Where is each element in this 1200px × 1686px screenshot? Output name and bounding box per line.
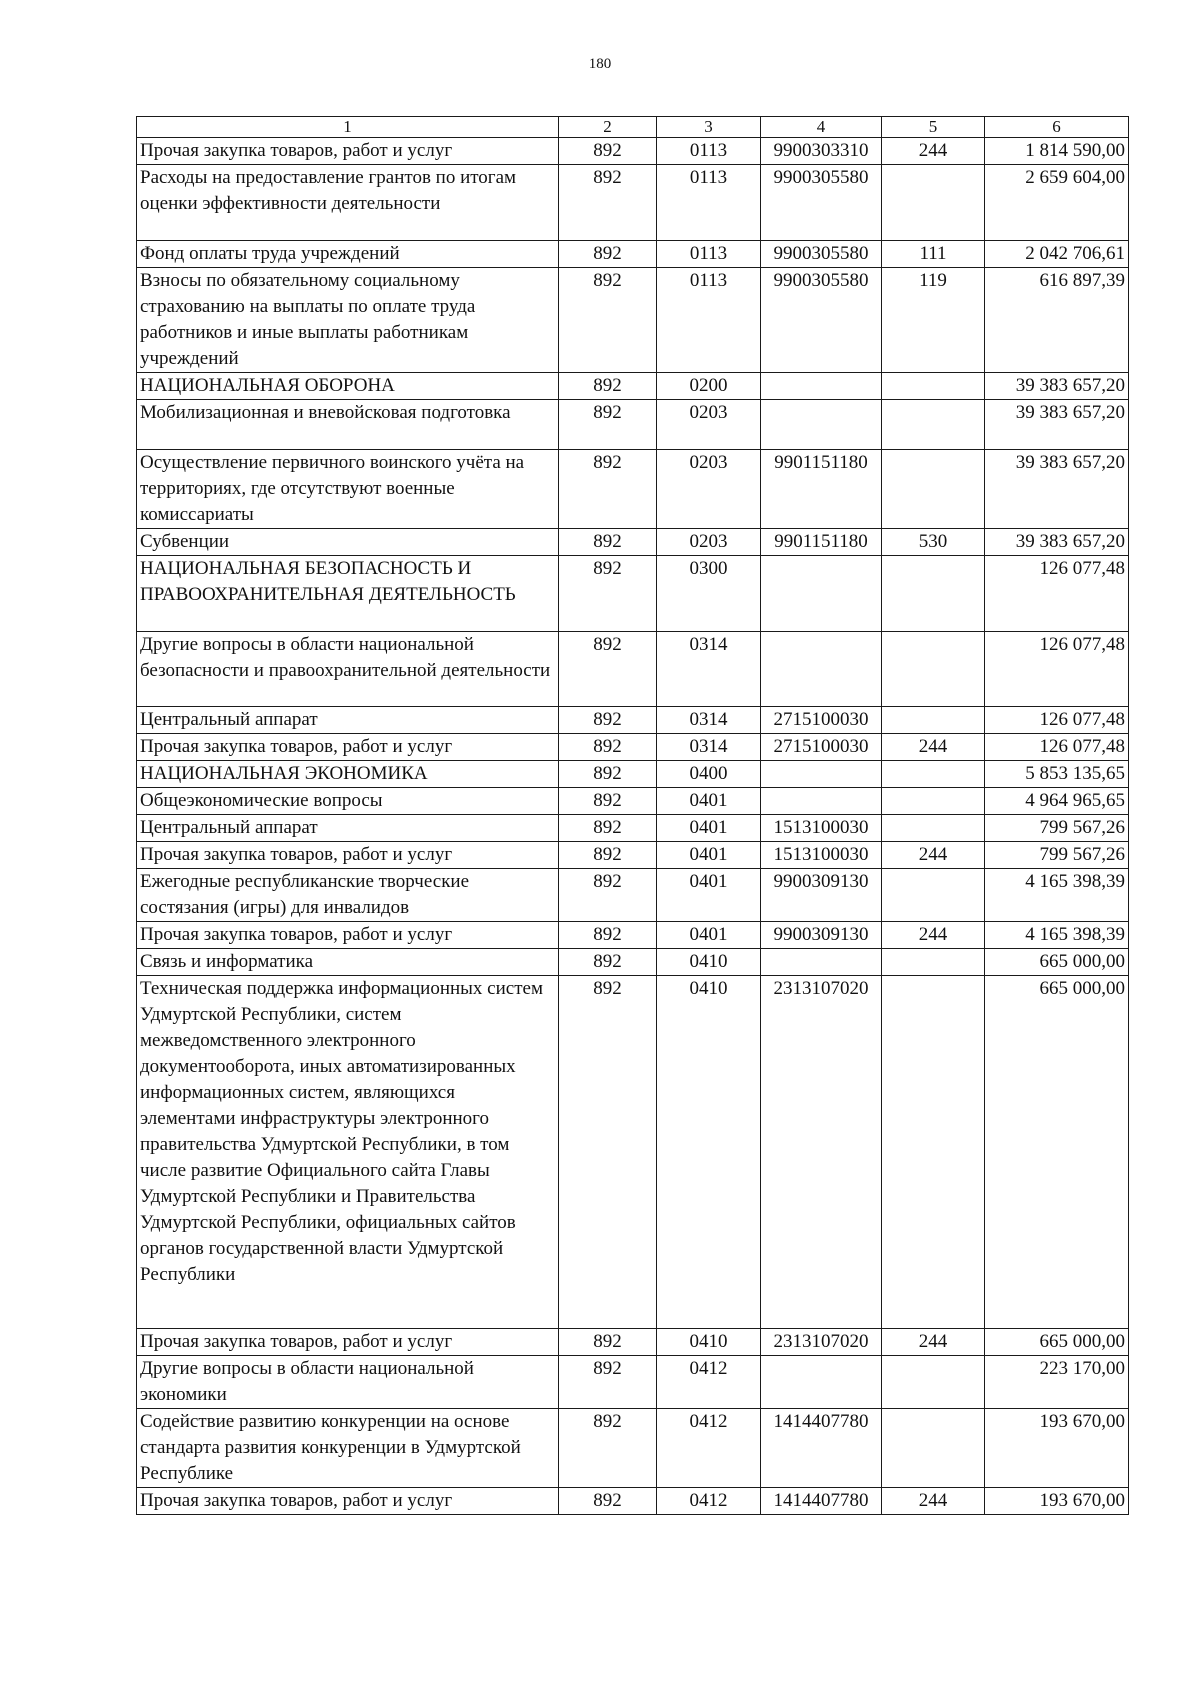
row-name: Техническая поддержка информационных систем Удмуртской Республики, систем межведомственного электронного документооборота, иных автоматизированных информационных систем, являющихся элементами инфраструктуры электронного правительства Удмуртской Республики, в том числе развитие Официального сайта Главы Удмуртской Республики и Правительства Удмуртской Республики, официальных сайтов органов государственной власти Удмуртской Республики	[137, 976, 559, 1329]
row-amount: 616 897,39	[985, 268, 1129, 373]
row-name: Мобилизационная и вневойсковая подготовка	[137, 400, 559, 450]
row-name: Прочая закупка товаров, работ и услуг	[137, 842, 559, 869]
row-amount: 4 165 398,39	[985, 869, 1129, 922]
table-row	[137, 1329, 1129, 1356]
row-amount: 2 042 706,61	[985, 241, 1129, 268]
row-code-5: 244	[882, 922, 985, 949]
row-code-2: 892	[559, 1409, 657, 1488]
table-row	[137, 976, 1129, 1329]
row-amount: 193 670,00	[985, 1409, 1129, 1488]
row-code-2: 892	[559, 1329, 657, 1356]
row-code-2: 892	[559, 373, 657, 400]
table-row	[137, 450, 1129, 529]
budget-table	[136, 116, 1129, 1515]
table-row	[137, 815, 1129, 842]
row-code-2: 892	[559, 869, 657, 922]
page-number: 180	[588, 56, 612, 72]
row-code-3: 0401	[657, 788, 761, 815]
row-code-2: 892	[559, 815, 657, 842]
column-header: 2	[559, 117, 657, 138]
row-code-4	[761, 556, 882, 632]
row-code-3: 0314	[657, 707, 761, 734]
table-row	[137, 734, 1129, 761]
row-name: НАЦИОНАЛЬНАЯ ЭКОНОМИКА	[137, 761, 559, 788]
row-code-5	[882, 949, 985, 976]
row-code-5: 530	[882, 529, 985, 556]
row-code-5	[882, 400, 985, 450]
row-name: Общеэкономические вопросы	[137, 788, 559, 815]
row-code-5	[882, 450, 985, 529]
row-amount: 4 964 965,65	[985, 788, 1129, 815]
row-code-4: 2313107020	[761, 1329, 882, 1356]
row-code-2: 892	[559, 529, 657, 556]
table-row	[137, 1356, 1129, 1409]
row-code-2: 892	[559, 842, 657, 869]
table-row	[137, 949, 1129, 976]
row-code-5	[882, 815, 985, 842]
row-code-2: 892	[559, 1488, 657, 1515]
row-code-3: 0200	[657, 373, 761, 400]
row-amount: 39 383 657,20	[985, 400, 1129, 450]
row-name: Центральный аппарат	[137, 707, 559, 734]
row-code-5	[882, 761, 985, 788]
row-code-5	[882, 976, 985, 1329]
row-code-5: 111	[882, 241, 985, 268]
row-amount: 1 814 590,00	[985, 138, 1129, 165]
row-code-3: 0401	[657, 815, 761, 842]
row-name: Взносы по обязательному социальному страхованию на выплаты по оплате труда работников и иные выплаты работникам учреждений	[137, 268, 559, 373]
row-amount: 39 383 657,20	[985, 529, 1129, 556]
row-code-5: 244	[882, 1488, 985, 1515]
table-row	[137, 529, 1129, 556]
table-row	[137, 761, 1129, 788]
row-name: Другие вопросы в области национальной экономики	[137, 1356, 559, 1409]
row-name: Связь и информатика	[137, 949, 559, 976]
row-name: Прочая закупка товаров, работ и услуг	[137, 922, 559, 949]
row-code-3: 0314	[657, 734, 761, 761]
row-code-5: 244	[882, 842, 985, 869]
row-code-3: 0410	[657, 949, 761, 976]
row-name: Другие вопросы в области национальной безопасности и правоохранительной деятельности	[137, 632, 559, 707]
column-header: 3	[657, 117, 761, 138]
row-code-3: 0203	[657, 400, 761, 450]
row-name: Осуществление первичного воинского учёта на территориях, где отсутствуют военные комиссариаты	[137, 450, 559, 529]
row-code-3: 0410	[657, 1329, 761, 1356]
row-name: НАЦИОНАЛЬНАЯ ОБОРОНА	[137, 373, 559, 400]
row-code-3: 0113	[657, 268, 761, 373]
row-code-4: 1513100030	[761, 815, 882, 842]
row-name: Прочая закупка товаров, работ и услуг	[137, 1329, 559, 1356]
row-code-2: 892	[559, 949, 657, 976]
row-code-3: 0410	[657, 976, 761, 1329]
row-code-5	[882, 1356, 985, 1409]
row-code-4	[761, 761, 882, 788]
row-code-4	[761, 400, 882, 450]
table-row	[137, 632, 1129, 707]
row-code-2: 892	[559, 268, 657, 373]
row-code-3: 0314	[657, 632, 761, 707]
row-name: Прочая закупка товаров, работ и услуг	[137, 734, 559, 761]
row-code-3: 0412	[657, 1409, 761, 1488]
row-name: НАЦИОНАЛЬНАЯ БЕЗОПАСНОСТЬ И ПРАВООХРАНИТЕЛЬНАЯ ДЕЯТЕЛЬНОСТЬ	[137, 556, 559, 632]
row-code-3: 0401	[657, 842, 761, 869]
row-amount: 126 077,48	[985, 707, 1129, 734]
row-amount: 799 567,26	[985, 815, 1129, 842]
row-code-4: 9900309130	[761, 869, 882, 922]
row-code-2: 892	[559, 632, 657, 707]
row-code-5: 119	[882, 268, 985, 373]
row-code-3: 0203	[657, 450, 761, 529]
row-amount: 126 077,48	[985, 556, 1129, 632]
row-code-2: 892	[559, 450, 657, 529]
row-code-4	[761, 1356, 882, 1409]
row-amount: 126 077,48	[985, 632, 1129, 707]
row-code-4: 9900305580	[761, 241, 882, 268]
row-code-5	[882, 707, 985, 734]
column-header: 4	[761, 117, 882, 138]
table-row	[137, 241, 1129, 268]
row-code-2: 892	[559, 707, 657, 734]
row-code-4: 9900305580	[761, 165, 882, 241]
table-row	[137, 373, 1129, 400]
row-name: Ежегодные республиканские творческие состязания (игры) для инвалидов	[137, 869, 559, 922]
row-code-4: 9901151180	[761, 529, 882, 556]
row-code-5: 244	[882, 734, 985, 761]
row-code-2: 892	[559, 1356, 657, 1409]
table-row	[137, 707, 1129, 734]
row-code-3: 0203	[657, 529, 761, 556]
row-code-2: 892	[559, 556, 657, 632]
row-code-2: 892	[559, 734, 657, 761]
row-name: Субвенции	[137, 529, 559, 556]
row-name: Центральный аппарат	[137, 815, 559, 842]
row-code-2: 892	[559, 761, 657, 788]
row-code-2: 892	[559, 241, 657, 268]
row-code-3: 0113	[657, 165, 761, 241]
row-code-4: 2313107020	[761, 976, 882, 1329]
row-code-2: 892	[559, 788, 657, 815]
row-amount: 5 853 135,65	[985, 761, 1129, 788]
table-row	[137, 268, 1129, 373]
table-row	[137, 788, 1129, 815]
table-row	[137, 842, 1129, 869]
row-amount: 665 000,00	[985, 949, 1129, 976]
row-name: Расходы на предоставление грантов по итогам оценки эффективности деятельности	[137, 165, 559, 241]
row-code-2: 892	[559, 976, 657, 1329]
row-code-2: 892	[559, 165, 657, 241]
row-amount: 799 567,26	[985, 842, 1129, 869]
row-code-3: 0400	[657, 761, 761, 788]
row-code-4: 1414407780	[761, 1409, 882, 1488]
row-code-4: 9900309130	[761, 922, 882, 949]
column-header: 6	[985, 117, 1129, 138]
row-code-3: 0412	[657, 1356, 761, 1409]
row-amount: 39 383 657,20	[985, 450, 1129, 529]
row-code-3: 0300	[657, 556, 761, 632]
row-code-3: 0401	[657, 922, 761, 949]
row-code-5	[882, 1409, 985, 1488]
header-row	[137, 117, 1129, 138]
row-code-4	[761, 949, 882, 976]
row-code-5	[882, 788, 985, 815]
row-code-5: 244	[882, 1329, 985, 1356]
row-code-5	[882, 165, 985, 241]
table-row	[137, 138, 1129, 165]
row-code-5: 244	[882, 138, 985, 165]
table-row	[137, 556, 1129, 632]
table-row	[137, 869, 1129, 922]
row-code-3: 0113	[657, 138, 761, 165]
row-code-2: 892	[559, 138, 657, 165]
row-name: Прочая закупка товаров, работ и услуг	[137, 1488, 559, 1515]
row-amount: 2 659 604,00	[985, 165, 1129, 241]
table-row	[137, 400, 1129, 450]
row-code-5	[882, 869, 985, 922]
row-code-2: 892	[559, 922, 657, 949]
row-amount: 193 670,00	[985, 1488, 1129, 1515]
table-row	[137, 165, 1129, 241]
row-code-4: 2715100030	[761, 707, 882, 734]
row-code-5	[882, 556, 985, 632]
row-code-4: 1414407780	[761, 1488, 882, 1515]
row-name: Прочая закупка товаров, работ и услуг	[137, 138, 559, 165]
row-code-5	[882, 632, 985, 707]
table-row	[137, 1488, 1129, 1515]
row-amount: 223 170,00	[985, 1356, 1129, 1409]
row-code-4: 1513100030	[761, 842, 882, 869]
table-row	[137, 1409, 1129, 1488]
row-name: Фонд оплаты труда учреждений	[137, 241, 559, 268]
row-name: Содействие развитию конкуренции на основе стандарта развития конкуренции в Удмуртской Республике	[137, 1409, 559, 1488]
row-code-4	[761, 788, 882, 815]
row-code-4: 9900305580	[761, 268, 882, 373]
row-code-3: 0412	[657, 1488, 761, 1515]
column-header: 1	[137, 117, 559, 138]
row-code-5	[882, 373, 985, 400]
row-amount: 665 000,00	[985, 1329, 1129, 1356]
row-code-4: 9901151180	[761, 450, 882, 529]
row-code-4: 2715100030	[761, 734, 882, 761]
row-amount: 4 165 398,39	[985, 922, 1129, 949]
column-header: 5	[882, 117, 985, 138]
table-row	[137, 922, 1129, 949]
row-code-2: 892	[559, 400, 657, 450]
row-code-3: 0401	[657, 869, 761, 922]
row-amount: 665 000,00	[985, 976, 1129, 1329]
row-code-4	[761, 632, 882, 707]
row-code-3: 0113	[657, 241, 761, 268]
row-code-4	[761, 373, 882, 400]
row-code-4: 9900303310	[761, 138, 882, 165]
row-amount: 39 383 657,20	[985, 373, 1129, 400]
row-amount: 126 077,48	[985, 734, 1129, 761]
